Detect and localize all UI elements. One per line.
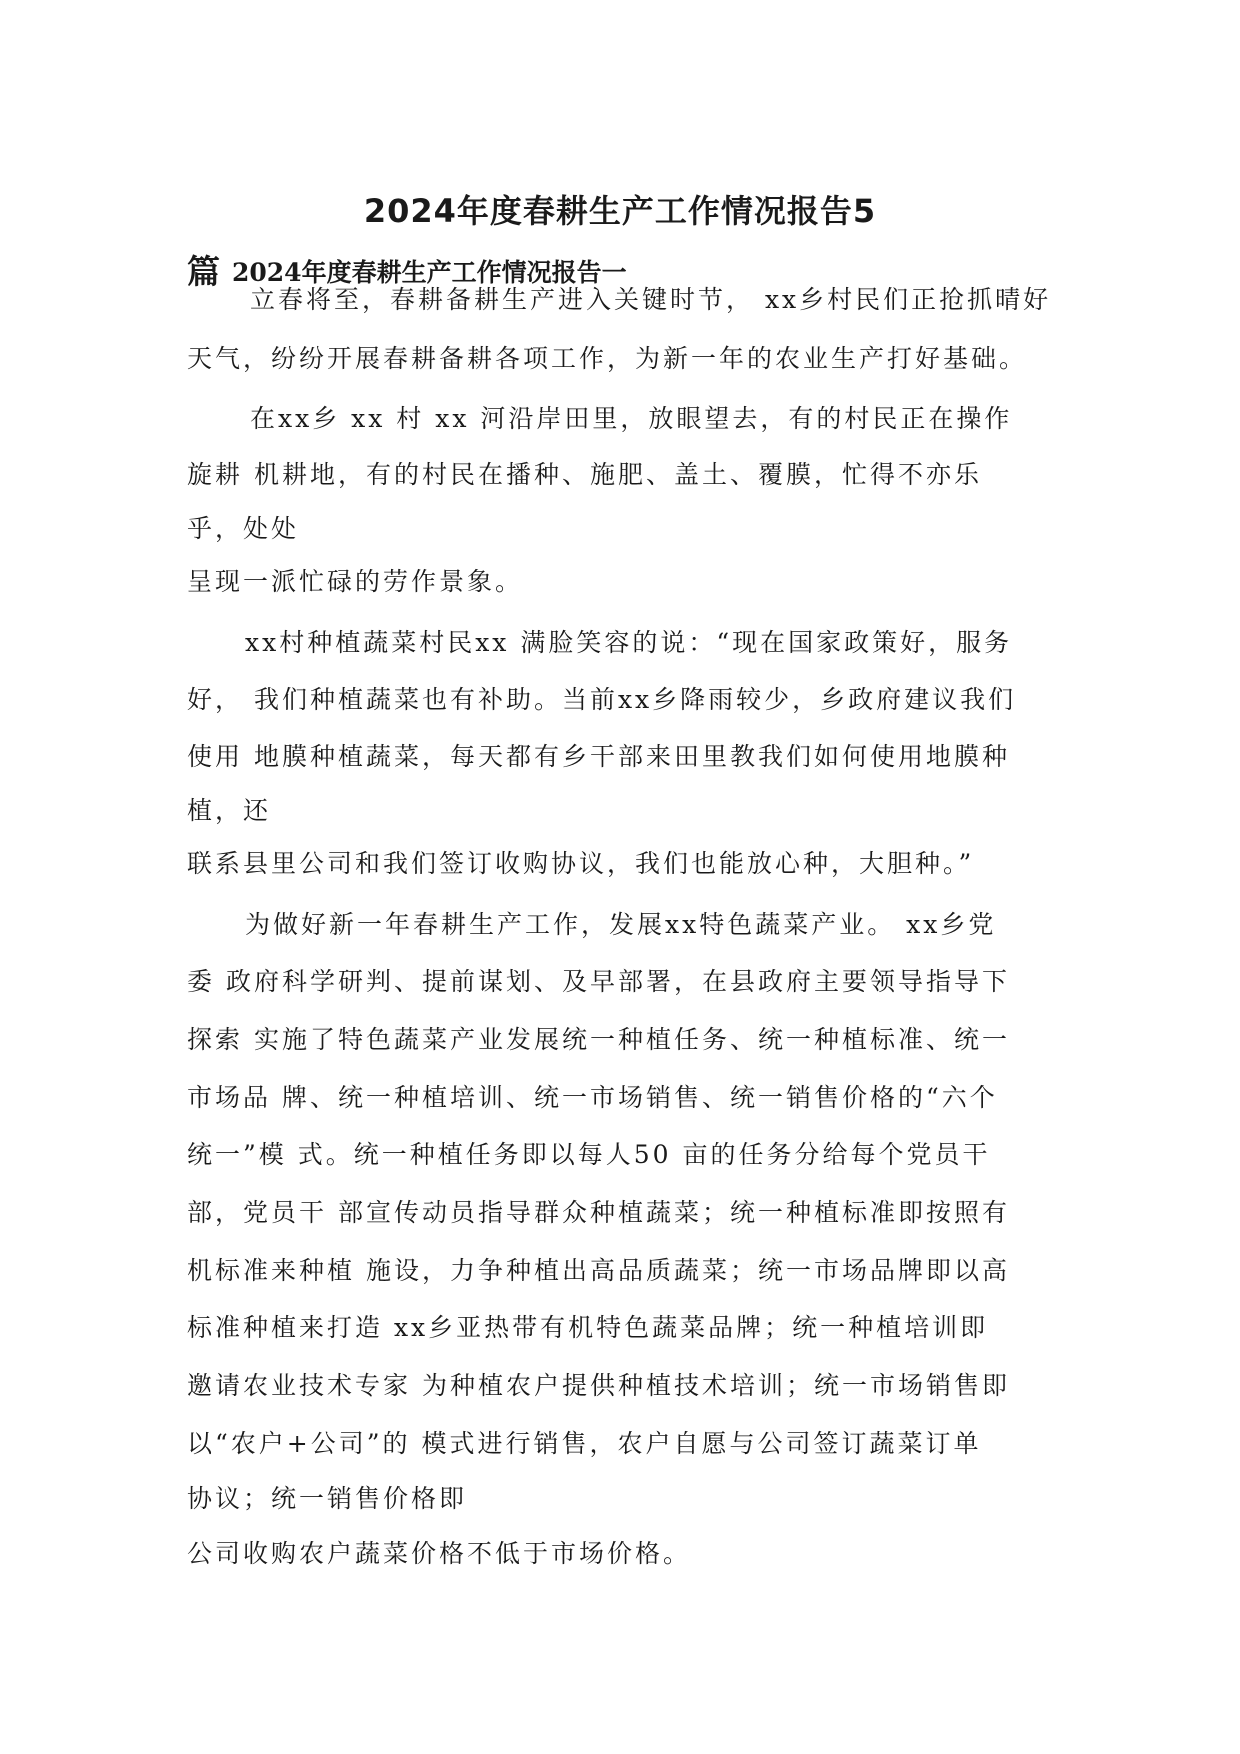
paragraph-line: 委 政府科学研判、提前谋划、及早部署，在县政府主要领导指导下 bbox=[187, 967, 1010, 996]
paragraph-line: 使用 地膜种植蔬菜，每天都有乡干部来田里教我们如何使用地膜种 bbox=[187, 742, 1010, 771]
section-heading-prefix: 篇 bbox=[187, 252, 220, 291]
paragraph-line: 探索 实施了特色蔬菜产业发展统一种植任务、统一种植标准、统一 bbox=[187, 1025, 1010, 1054]
paragraph-line: 在xx乡 xx 村 xx 河沿岸田里，放眼望去，有的村民正在操作 bbox=[250, 404, 1013, 433]
paragraph-line: 立春将至，春耕备耕生产进入关键时节， xx乡村民们正抢抓晴好 bbox=[250, 285, 1052, 314]
section-heading-text: 2024年度春耕生产工作情况报告一 bbox=[232, 258, 627, 287]
paragraph-line: 部，党员干 部宣传动员指导群众种植蔬菜；统一种植标准即按照有 bbox=[187, 1198, 1010, 1227]
paragraph-line: 公司收购农户蔬菜价格不低于市场价格。 bbox=[187, 1539, 692, 1568]
paragraph-line: 协议；统一销售价格即 bbox=[187, 1484, 468, 1513]
paragraph-line: 统一”模 式。统一种植任务即以每人50 亩的任务分给每个党员干 bbox=[187, 1140, 991, 1169]
paragraph-line: 标准种植来打造 xx乡亚热带有机特色蔬菜品牌；统一种植培训即 bbox=[187, 1313, 989, 1342]
paragraph-line: 乎，处处 bbox=[187, 514, 300, 543]
paragraph-line: 邀请农业技术专家 为种植农户提供种植技术培训；统一市场销售即 bbox=[187, 1371, 1010, 1400]
paragraph-line: 机标准来种植 施设，力争种植出高品质蔬菜；统一市场品牌即以高 bbox=[187, 1256, 1010, 1285]
paragraph-line: 天气，纷纷开展春耕备耕各项工作，为新一年的农业生产打好基础。 bbox=[187, 344, 1028, 373]
paragraph-line: 好， 我们种植蔬菜也有补助。当前xx乡降雨较少，乡政府建议我们 bbox=[187, 685, 1017, 714]
paragraph-line: 呈现一派忙碌的劳作景象。 bbox=[187, 567, 524, 596]
paragraph-line: 以“农户+公司”的 模式进行销售，农户自愿与公司签订蔬菜订单 bbox=[187, 1429, 982, 1458]
paragraph-line: 植，还 bbox=[187, 796, 272, 825]
paragraph-line: xx村种植蔬菜村民xx 满脸笑容的说：“现在国家政策好，服务 bbox=[245, 628, 1013, 657]
paragraph-line: 为做好新一年春耕生产工作，发展xx特色蔬菜产业。 xx乡党 bbox=[245, 910, 997, 939]
paragraph-line: 旋耕 机耕地，有的村民在播种、施肥、盖土、覆膜，忙得不亦乐 bbox=[187, 460, 982, 489]
document-title: 2024年度春耕生产工作情况报告5 bbox=[363, 192, 877, 230]
paragraph-line: 联系县里公司和我们签订收购协议，我们也能放心种，大胆种。” bbox=[187, 849, 975, 878]
paragraph-line: 市场品 牌、统一种植培训、统一市场销售、统一销售价格的“六个 bbox=[187, 1083, 998, 1112]
